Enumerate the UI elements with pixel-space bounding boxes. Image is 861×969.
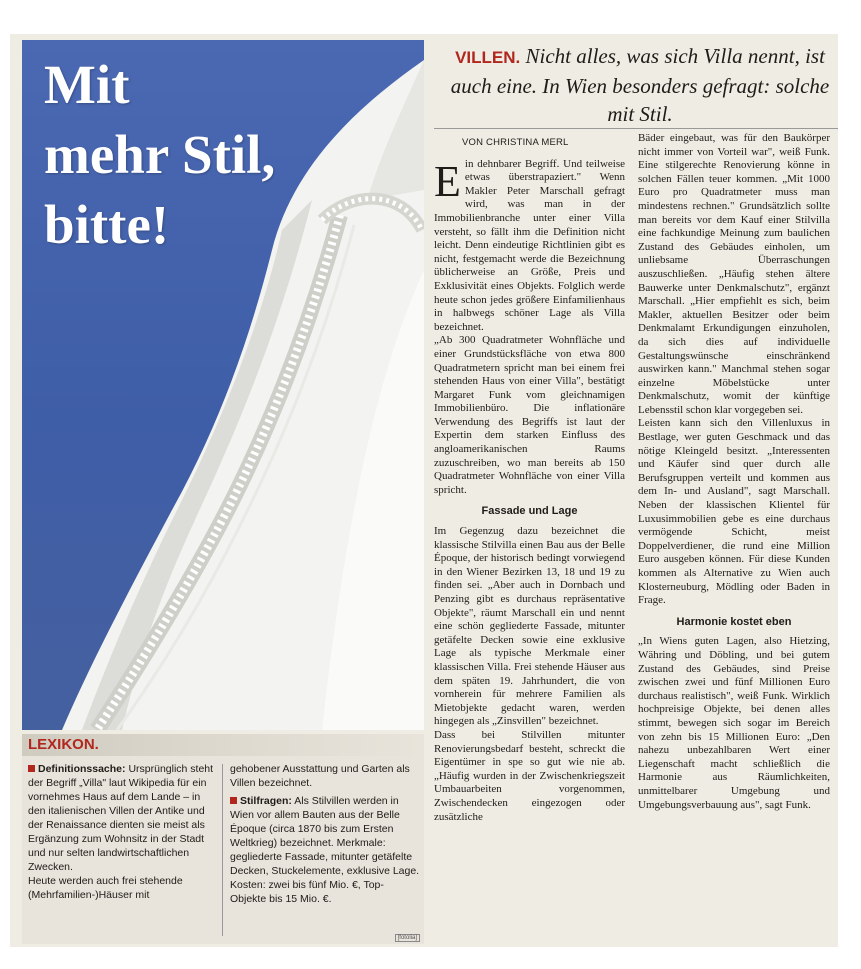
kicker	[444, 42, 836, 128]
kicker-rule	[434, 128, 838, 129]
article-column-2	[638, 132, 830, 812]
headline: Mit mehr Stil, bitte!	[44, 54, 276, 255]
paragraph-text: in dehnbarer Begriff. Und teilweise etwas überstrapaziert." Wenn Makler Peter Marschall gefragt wird, was man in der Immobilienbranche unter einer Villa versteht, so fällt ihm die Definition nicht leicht. Denn eindeutige Richtlinien gibt es nicht, festgemacht werde die Bezeichnung üblicherweise an Größe, Preis und Exklusivität eines Objekts. Folglich werde heute schon jedes größere Einfamilienhaus in halbwegs schöner Lage als Villa bezeichnet.	[434, 157, 625, 333]
paragraph: Dass bei Stilvillen mitunter Renovierungsbedarf besteht, schreckt die Eigentümer in spe so gut wie nie ab. „Häufig wurden in der Zwischenkriegszeit Umbauarbeiten vorgenommen, Zwischendecken eingezogen oder zusätzliche	[434, 728, 625, 823]
newspaper-page	[10, 34, 838, 947]
lexikon-box	[22, 734, 424, 944]
paragraph	[434, 158, 625, 335]
byline: VON CHRISTINA MERL	[462, 137, 569, 148]
lexikon-entry	[230, 794, 420, 906]
lexikon-text-continued: gehobener Ausstattung und Garten als Villen bezeichnet.	[230, 763, 410, 789]
dropcap: E	[434, 156, 461, 206]
lexikon-term: Stilfragen:	[240, 795, 292, 807]
lexikon-entry	[28, 762, 216, 874]
kicker-text: Nicht alles, was sich Villa nennt, ist auch eine. In Wien besonders gefragt: solche mit Stil.	[450, 44, 830, 126]
subhead: Fassade und Lage	[481, 505, 578, 518]
lexikon-column-1	[28, 762, 216, 902]
paragraph: „In Wiens guten Lagen, also Hietzing, Währing und Döbling, und bei gutem Zustand des Gebäudes, sind Preise zwischen zwei und fünf Millionen Euro durchaus realistisch", weiß Funk. Wirklich hochpreisige Objekte, bei denen alles stimmt, bewegen sich sogar im Bereich von zehn bis 15 Millionen Euro: „Den nahezu unbezahlbaren Wert einer Liegenschaft macht schließlich die Harmonie aus Räumlichkeiten, unmittelbarer Umgebung und Umgebungsverbauung aus", sagt Funk.	[638, 635, 830, 811]
lexikon-divider	[222, 764, 223, 936]
lexikon-text: Als Stilvillen werden in Wien vor allem Bauten aus der Belle Époque (circa 1870 bis zum Ersten Weltkrieg) bezeichnet. Merkmale: gegliederte Fassade, mitunter getäfelte Decken, Stuckelemente, exklusive Lage. Kosten: zwei bis fünf Mio. €, Top-Objekte bis 15 Mio. €.	[230, 795, 420, 905]
lexikon-header	[22, 734, 424, 756]
paragraph: Leisten kann sich den Villenluxus in Bestlage, wer guten Geschmack und das nötige Kleingeld besitzt. „Interessenten und Käufer sind quer durch alle Berufsgruppen verteilt und kommen aus dem In- und Ausland", sagt Marschall. Neben der klassischen Klientel für Luxusimmobilien gebe es eine durchaus vermögende Schicht, meist Doppelverdiener, die rund eine Million Euro ausgeben können. Für diese Kunden kommen als Alternative zu Wien auch Klosterneuburg, Mödling oder Baden in Frage.	[638, 417, 830, 607]
image-credit: [fotolia]	[395, 934, 420, 942]
paragraph: „Ab 300 Quadratmeter Wohnfläche und einer Grundstücksfläche von etwa 800 Quadratmetern spricht man bei einem frei stehenden Haus von einer Villa", bestätigt Margaret Funk vom gleichnamigen Immobilienbüro. Die inflationäre Verwendung des Begriffs ist laut der Expertin dem starken Einfluss des angloamerikanischen Raums zuzuschreiben, wo man bereits ab 150 Quadratmeter Wohnfläche von einer Villa spricht.	[434, 334, 625, 496]
bullet-square-icon	[28, 765, 35, 772]
lexikon-title: LEXIKON.	[28, 736, 99, 753]
lexikon-term: Definitionssache:	[38, 763, 126, 775]
subhead: Harmonie kostet eben	[676, 615, 792, 628]
lexikon-text-continued: Heute werden auch frei stehende (Mehrfamilien-)Häuser mit	[28, 875, 183, 901]
lexikon-text: Ursprünglich steht der Begriff „Villa" laut Wikipedia für ein vornehmes Haus auf dem Lande – in den italienischen Villen der Antike und der Renaissance dienten sie meist als Ergänzung zum Wohnsitz in der Stadt und nur selten landwirtschaftlichen Zwecken.	[28, 763, 214, 873]
bullet-square-icon	[230, 797, 237, 804]
villa-photo	[22, 40, 424, 730]
article-column-1	[434, 132, 625, 824]
lexikon-column-2	[230, 762, 420, 906]
paragraph: Im Gegenzug dazu bezeichnet die klassische Stilvilla einen Bau aus der Belle Époque, der historisch bedingt vorwiegend in den Wiener Bezirken 13, 18 und 19 zu finden sei. „Aber auch in Dornbach und Penzing gibt es durchaus repräsentative Objekte", räumt Marschall ein und nennt eine schön gegliederte Fassade, mitunter getäfelte Decken sowie eine exklusive Lage als typische Merkmale einer klassischen Villa. Frei stehende Häuser aus dem späten 19. Jahrhundert, die von vornherein für mehrere Familien als Mietobjekte gedacht waren, werden hingegen als „Zinsvillen" bezeichnet.	[434, 525, 625, 728]
kicker-tag: VILLEN.	[455, 48, 521, 67]
paragraph: Bäder eingebaut, was für den Baukörper nicht immer von Vorteil war", weiß Funk. Eine stilgerechte Renovierung könne in solchen Fällen teuer kommen. „Mit 1000 Euro pro Quadratmeter muss man mindestens rechnen." Grundsätzlich sollte man bereits vor dem Kauf einer Stilvilla eine fachkundige Meinung zum baulichen Zustand des Gebäudes einholen, um unliebsame Überraschungen auszuschließen. „Häufig stehen ältere Bauwerke unter Denkmalschutz", ergänzt Marschall. „Hier empfiehlt es sich, beim Makler, aktuellen Besitzer oder beim Denkmalamt Erkundigungen einzuholen, da sich dies auf individuelle Gestaltungswünsche einschränkend auswirken kann." Manchmal stehen sogar einzelne Möbelstücke unter Denkmalschutz, womit der künftige Lebensstil schon klar vorgegeben sei.	[638, 132, 830, 416]
